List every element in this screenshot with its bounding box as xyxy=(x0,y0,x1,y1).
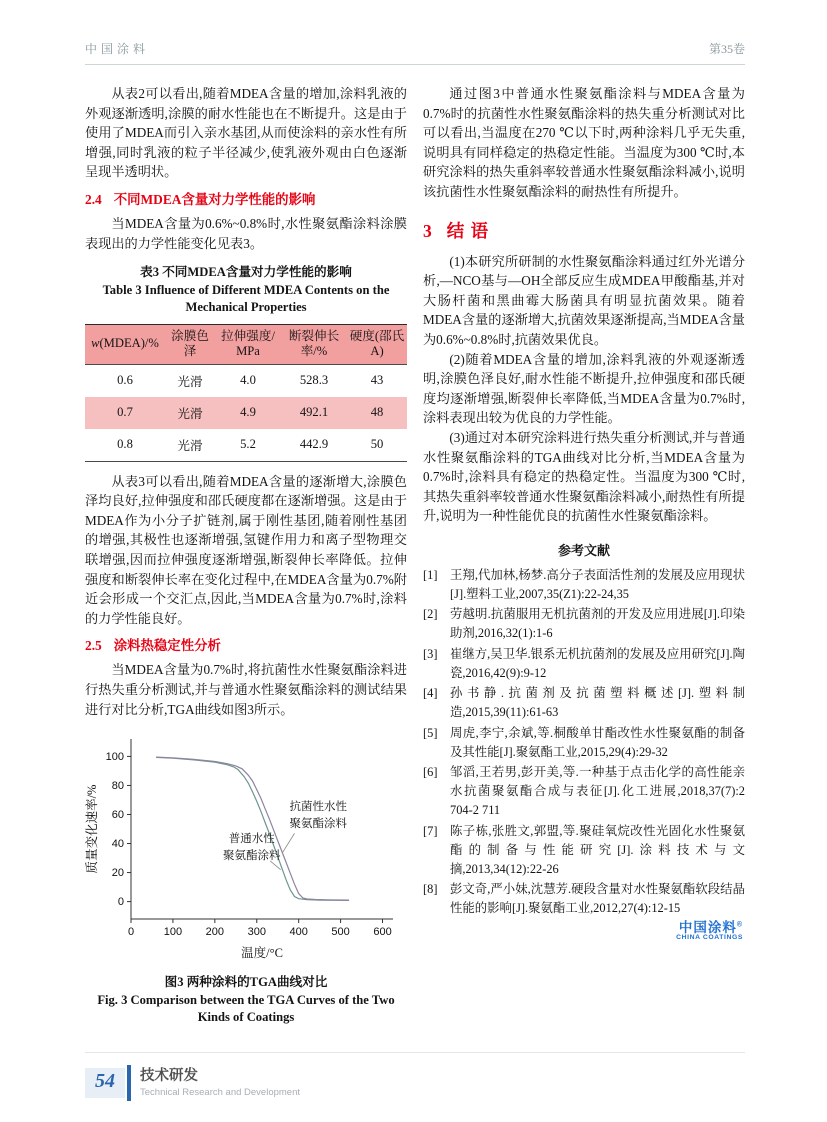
section-heading-2-4 xyxy=(85,191,407,209)
conclusion-paragraph-2: (2)随着MDEA含量的增加,涂料乳液的外观逐渐透明,涂膜色泽良好,耐水性能不断提升,拉伸强度和邵氏硬度均逐渐增强,断裂伸长率降低,当MDEA含量为0.7%时,涂料表现出较为优良的力学性能。 xyxy=(423,351,745,426)
table3-caption xyxy=(89,264,403,317)
table-cell: 50 xyxy=(370,437,384,452)
reference-item xyxy=(423,605,745,643)
reference-text: 邹滔,王若男,彭开美,等.一种基于点击化学的高性能亲水抗菌聚氨酯合成与表征[J].化工进展,2018,37(7):2 704-2 711 xyxy=(450,764,745,818)
paragraph: 通过图3中普通水性聚氨酯涂料与MDEA含量为0.7%时的抗菌性水性聚氨酯涂料的热失重分析测试对比可以看出,当温度在270 ℃以下时,两种涂料几乎无失重,说明具有同样稳定的热稳定性能。当温度为300 ℃时,本研究涂料的热失重斜率较普通水性聚氨酯涂料减小,说明该抗菌性水性聚氨酯涂料的耐热性有所提升。 xyxy=(423,86,745,199)
svg-text:200: 200 xyxy=(205,926,225,939)
svg-text:60: 60 xyxy=(111,809,124,822)
reference-label: [5] xyxy=(423,725,438,740)
svg-text:0: 0 xyxy=(117,896,124,909)
logo-wordmark xyxy=(423,921,743,935)
reference-label: [3] xyxy=(423,646,438,661)
reference-item xyxy=(423,822,745,880)
reference-text: 劳越明.抗菌服用无机抗菌剂的开发及应用进展[J].印染助剂,2016,32(1):1-6 xyxy=(450,607,745,641)
table-row xyxy=(85,429,407,462)
table3-caption-en2: Mechanical Properties xyxy=(185,300,307,315)
section-number: 2.5 xyxy=(85,638,102,654)
table-cell: 0.7 xyxy=(85,397,165,429)
svg-text:300: 300 xyxy=(247,926,266,939)
table3-header-cell xyxy=(85,324,165,364)
figure3-caption xyxy=(91,974,401,1027)
reference-label: [2] xyxy=(423,607,438,622)
section-heading-2-5 xyxy=(85,637,407,655)
reference-text: 周虎,李宁,余斌,等.桐酸单甘酯改性水性聚氨酯的制备及其性能[J].聚氨酯工业,2015,29(4):29-32 xyxy=(450,725,745,759)
table-cell: 528.3 xyxy=(299,373,329,388)
reference-item xyxy=(423,763,745,821)
svg-text:20: 20 xyxy=(111,867,124,880)
table-row xyxy=(85,397,407,429)
reference-label: [8] xyxy=(423,882,438,897)
table3-header-cell: 涂膜色泽 xyxy=(165,324,215,364)
page-footer xyxy=(85,1052,745,1101)
table-cell: 4.9 xyxy=(215,397,281,429)
table-cell: 442.9 xyxy=(299,437,329,452)
table-cell: 48 xyxy=(347,397,407,429)
section-title: 涂料热稳定性分析 xyxy=(113,638,221,654)
reference-label: [7] xyxy=(423,823,438,838)
references-title: 参考文献 xyxy=(557,542,610,558)
table3-header-cell: 硬度(邵氏A) xyxy=(347,324,407,364)
table3-caption-cn: 表3 不同MDEA含量对力学性能的影响 xyxy=(140,265,352,280)
paragraph: 从表3可以看出,随着MDEA含量的逐渐增大,涂膜色泽均良好,拉伸强度和邵氏硬度都在逐渐增强。这是由于MDEA作为小分子扩链剂,属于刚性基团,随着刚性基团的增强,其极性也逐渐增强,氢键作用力和离子型物理交联增强,因而拉伸强度逐渐增强,断裂伸长率降低。拉伸强度和断裂伸长率在变化过程中,在MDEA含量为0.7%附近会形成一个交汇点,因此,当MDEA含量为0.7%时,涂料的力学性能良好。 xyxy=(85,473,407,626)
svg-text:聚氨酯涂料: 聚氨酯涂料 xyxy=(289,818,347,831)
table-cell: 0.8 xyxy=(117,437,133,452)
section-heading-3 xyxy=(423,218,745,243)
svg-text:600: 600 xyxy=(373,926,392,939)
reference-item xyxy=(423,724,745,762)
section-title: 结 语 xyxy=(446,220,490,241)
svg-text:100: 100 xyxy=(105,751,124,764)
table3-caption-en1: Table 3 Influence of Different MDEA Contents on the xyxy=(102,282,390,297)
page-header xyxy=(85,40,745,65)
svg-text:温度/°C: 温度/°C xyxy=(241,946,283,961)
footer-divider-bar xyxy=(127,1065,131,1101)
table-cell: 光滑 xyxy=(177,439,203,454)
table3 xyxy=(85,324,407,462)
left-column xyxy=(85,84,407,1027)
table3-header-row xyxy=(85,324,407,364)
reference-label: [4] xyxy=(423,686,438,701)
conclusion-paragraph-3: (3)通过对本研究涂料进行热失重分析测试,并与普通水性聚氨酯涂料的TGA曲线对比分析,当MDEA含量为0.7%时,涂料具有稳定的热稳定性。当温度为300 ℃时,其热失重斜率较普通水性聚氨酯涂料减小,耐热性有所提升,说明为一种性能优良的抗菌性水性聚氨酯涂料。 xyxy=(423,429,745,524)
paragraph: 从表2可以看出,随着MDEA含量的增加,涂料乳液的外观逐渐透明,涂膜的耐水性能也在不断提升。这是由于使用了MDEA而引入亲水基团,从而使涂料的亲水性有所增强,同时乳液的粒子半径减少,使乳液外观由白色逐渐呈现半透明状。 xyxy=(85,86,407,180)
figure3-caption-en2: Kinds of Coatings xyxy=(197,1010,295,1025)
svg-text:100: 100 xyxy=(163,926,183,939)
svg-text:400: 400 xyxy=(289,926,308,939)
references-list xyxy=(423,566,745,919)
footer-section xyxy=(140,1068,300,1098)
china-coatings-logo xyxy=(423,921,745,942)
figure3-caption-en1: Fig. 3 Comparison between the TGA Curves of the Two xyxy=(97,992,395,1007)
table-cell: 0.6 xyxy=(117,373,133,388)
svg-text:80: 80 xyxy=(111,780,124,793)
table-cell: 492.1 xyxy=(281,397,347,429)
svg-text:40: 40 xyxy=(111,838,124,851)
svg-text:聚氨酯涂料: 聚氨酯涂料 xyxy=(222,849,281,862)
svg-text:普通水性: 普通水性 xyxy=(228,833,275,846)
table-cell: 43 xyxy=(370,373,384,388)
figure3-caption-cn: 图3 两种涂料的TGA曲线对比 xyxy=(164,975,328,990)
table-row xyxy=(85,364,407,397)
volume-label: 第35卷 xyxy=(708,42,745,56)
reference-item xyxy=(423,880,745,918)
reference-text: 彭文奇,严小妹,沈慧芳.硬段含量对水性聚氨酯软段结晶性能的影响[J].聚氨酯工业,2012,27(4):12-15 xyxy=(450,882,745,916)
journal-name: 中国涂料 xyxy=(85,42,150,56)
conclusion-paragraph-1: (1)本研究所研制的水性聚氨酯涂料通过红外光谱分析,—NCO基与—OH全部反应生成MDEA甲酸酯基,并对大肠杆菌和黑曲霉大肠菌具有明显抗菌效果。随着MDEA含量的逐渐增大,抗菌效果逐渐提高,当MDEA含量为0.6%~0.8%时,抗菌效果优良。 xyxy=(423,253,745,347)
footer-section-en: Technical Research and Development xyxy=(140,1087,301,1098)
header-w-italic: w xyxy=(91,336,100,351)
reference-text: 王翔,代加林,杨梦.高分子表面活性剂的发展及应用现状[J].塑料工业,2007,35(Z1):22-24,35 xyxy=(450,567,745,602)
reference-label: [1] xyxy=(423,567,438,582)
reference-item xyxy=(423,645,745,683)
table-cell: 4.0 xyxy=(240,373,256,388)
header-w-rest: (MDEA)/% xyxy=(99,336,159,351)
table3-header-cell: 断裂伸长率/% xyxy=(281,324,347,364)
svg-text:质量变化速率/%: 质量变化速率/% xyxy=(85,784,99,874)
table3-header-cell: 拉伸强度/MPa xyxy=(215,324,281,364)
tga-chart xyxy=(85,727,407,965)
reference-item xyxy=(423,566,745,604)
figure-3 xyxy=(85,727,407,1027)
footer-section-cn: 技术研发 xyxy=(140,1068,198,1084)
section-number: 3 xyxy=(423,220,433,241)
reference-text: 崔继方,吴卫华.银系无机抗菌剂的发展及应用研究[J].陶瓷,2016,42(9):9-12 xyxy=(450,646,745,680)
svg-text:0: 0 xyxy=(127,926,135,939)
table-cell: 光滑 xyxy=(177,375,203,390)
page-body xyxy=(85,84,745,1027)
svg-text:500: 500 xyxy=(331,926,350,939)
reference-text: 孙书静.抗菌剂及抗菌塑料概述[J].塑料制造,2015,39(11):61-63 xyxy=(450,686,745,720)
table-cell: 光滑 xyxy=(165,397,215,429)
logo-name-cn: 中国涂料 xyxy=(678,919,737,935)
paragraph: 当MDEA含量为0.7%时,将抗菌性水性聚氨酯涂料进行热失重分析测试,并与普通水性聚氨酯涂料的测试结果进行对比分析,TGA曲线如图3所示。 xyxy=(85,662,407,717)
reference-text: 陈子栋,张胜文,郭盟,等.聚硅氧烷改性光固化水性聚氨酯的制备与性能研究[J].涂料技术与文摘,2013,34(12):22-26 xyxy=(450,823,745,876)
paragraph: 当MDEA含量为0.6%~0.8%时,水性聚氨酯涂料涂膜表现出的力学性能变化见表3。 xyxy=(85,215,407,251)
section-title: 不同MDEA含量对力学性能的影响 xyxy=(113,191,316,207)
logo-name-en: CHINA COATINGS xyxy=(676,934,743,942)
section-number: 2.4 xyxy=(85,191,102,207)
svg-text:抗菌性水性: 抗菌性水性 xyxy=(289,801,347,814)
table-cell: 5.2 xyxy=(240,437,256,452)
reference-item xyxy=(423,684,745,722)
reference-label: [6] xyxy=(423,764,438,779)
page-number: 54 xyxy=(85,1068,125,1098)
right-column xyxy=(423,84,745,1027)
logo-trademark-icon: ® xyxy=(736,921,743,929)
